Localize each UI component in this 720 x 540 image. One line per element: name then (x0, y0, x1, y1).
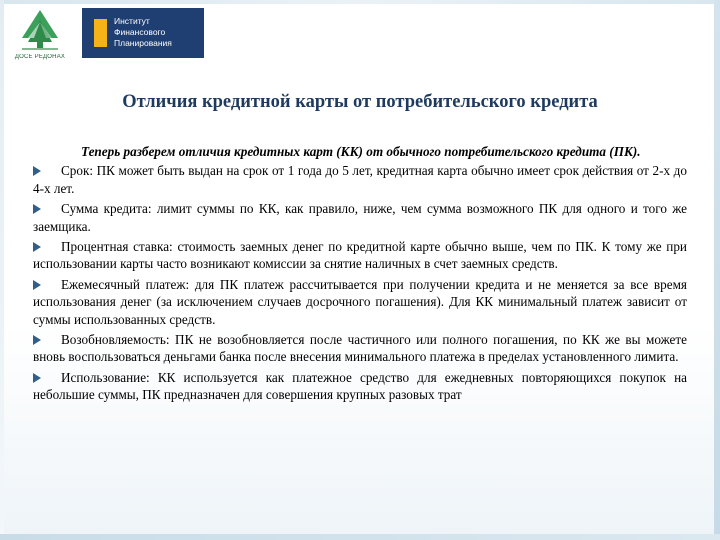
institute-logo-line: Институт (114, 16, 150, 26)
list-item (33, 369, 687, 404)
tree-icon (8, 8, 72, 54)
list-item (33, 162, 687, 197)
slide-edge-left (0, 0, 4, 540)
slide-edge-top (0, 0, 720, 4)
list-item-text: Сумма кредита: лимит суммы по КК, как правило, ниже, чем сумма возможного ПК для одного и того же заемщика. (33, 201, 687, 234)
list-item-text: Использование: КК используется как платежное средство для ежедневных повторяющихся покупок на небольшие суммы, ПК предназначен для совершения крупных разовых трат (33, 369, 687, 403)
list-item (33, 200, 687, 235)
institute-logo-line: Планирования (114, 38, 172, 48)
institute-logo (82, 8, 204, 58)
triangle-bullet-icon (33, 204, 41, 214)
institute-logo-line: Финансового (114, 27, 166, 37)
list-item-text: Срок: ПК может быть выдан на срок от 1 года до 5 лет, кредитная карта обычно имеет срок действия от 2-х до 4-х лет. (33, 163, 687, 196)
list-item (33, 331, 687, 366)
tree-logo (8, 8, 72, 64)
institute-logo-square-icon (94, 19, 107, 47)
tree-logo-caption: ДОСЕ РЕДОНАХ (14, 54, 66, 60)
slide-content (33, 143, 687, 407)
slide-edge-bottom (0, 534, 720, 540)
page-title: Отличия кредитной карты от потребительского кредита (122, 92, 598, 112)
slide-edge-right (714, 0, 720, 540)
triangle-bullet-icon (33, 373, 41, 383)
list-item (33, 238, 687, 273)
institute-logo-text (114, 16, 202, 49)
intro-paragraph: Теперь разберем отличия кредитных карт (КК) от обычного потребительского кредита (ПК). (81, 144, 641, 159)
list-item-text: Ежемесячный платеж: для ПК платеж рассчитывается при получении кредита и не меняется за все время использования денег (за исключением случаев досрочного погашения). Для КК минимальный платеж зависит от суммы использованных средств. (33, 276, 687, 327)
list-item-text: Возобновляемость: ПК не возобновляется после частичного или полного погашения, по КК же вы можете вновь воспользоваться деньгами банка после внесения минимального платежа в пределах установленного лимита. (33, 332, 687, 365)
triangle-bullet-icon (33, 166, 41, 176)
list-item-text: Процентная ставка: стоимость заемных денег по кредитной карте обычно выше, чем по ПК. К тому же при использовании карты часто возникают комиссии за снятие наличных в счет заемных средств. (33, 239, 687, 272)
triangle-bullet-icon (33, 280, 41, 290)
triangle-bullet-icon (33, 242, 41, 252)
list-item (33, 276, 687, 328)
triangle-bullet-icon (33, 335, 41, 345)
